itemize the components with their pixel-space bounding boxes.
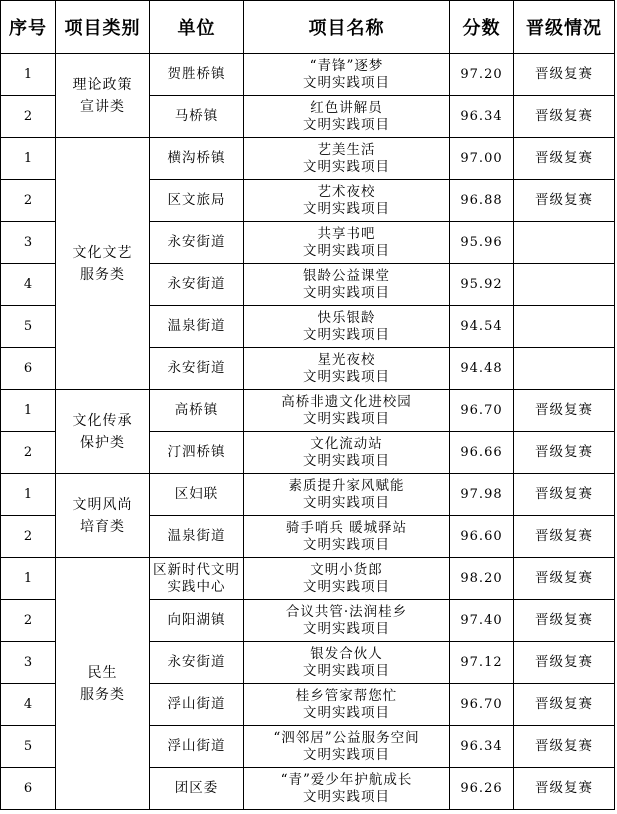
row-unit: 高桥镇 — [150, 390, 244, 432]
category-cell — [56, 390, 150, 474]
project-name-line: 文明实践项目 — [303, 200, 390, 217]
project-name-line: 星光夜校 — [317, 351, 376, 368]
row-status — [514, 348, 615, 390]
row-status: 晋级复赛 — [514, 558, 615, 600]
row-seq: 2 — [1, 96, 56, 138]
header-project-name: 项目名称 — [244, 1, 450, 54]
row-status — [514, 264, 615, 306]
row-status: 晋级复赛 — [514, 600, 615, 642]
row-score: 96.34 — [450, 726, 514, 768]
project-name-line: 文明实践项目 — [303, 494, 390, 511]
row-project-name — [244, 222, 450, 264]
project-name-line: 红色讲解员 — [310, 99, 383, 116]
row-project-name — [244, 432, 450, 474]
row-status: 晋级复赛 — [514, 516, 615, 558]
project-name-line: 桂乡管家帮您忙 — [295, 687, 398, 704]
row-seq: 2 — [1, 516, 56, 558]
row-status: 晋级复赛 — [514, 474, 615, 516]
row-seq: 4 — [1, 684, 56, 726]
table-row — [1, 474, 615, 516]
project-name-line: 文化流动站 — [310, 435, 383, 452]
row-project-name — [244, 390, 450, 432]
row-score: 96.88 — [450, 180, 514, 222]
project-name-line: “青”爱少年护航成长 — [280, 771, 413, 788]
row-seq: 1 — [1, 138, 56, 180]
row-score: 96.70 — [450, 684, 514, 726]
row-seq: 1 — [1, 474, 56, 516]
row-score: 97.40 — [450, 600, 514, 642]
row-project-name — [244, 558, 450, 600]
row-status: 晋级复赛 — [514, 432, 615, 474]
row-unit: 浮山街道 — [150, 726, 244, 768]
table-row — [1, 558, 615, 600]
row-unit: 永安街道 — [150, 264, 244, 306]
project-name-line: 高桥非遗文化进校园 — [281, 393, 412, 410]
project-name-line: 文明实践项目 — [303, 788, 390, 805]
row-project-name — [244, 96, 450, 138]
row-project-name — [244, 516, 450, 558]
row-unit: 向阳湖镇 — [150, 600, 244, 642]
row-seq: 3 — [1, 642, 56, 684]
row-status: 晋级复赛 — [514, 138, 615, 180]
row-status: 晋级复赛 — [514, 726, 615, 768]
row-score: 97.00 — [450, 138, 514, 180]
project-name-line: 文明实践项目 — [303, 662, 390, 679]
project-name-line: 文明实践项目 — [303, 242, 390, 259]
category-line: 民生 — [87, 664, 118, 681]
row-score: 96.26 — [450, 768, 514, 810]
row-score: 96.70 — [450, 390, 514, 432]
row-score: 98.20 — [450, 558, 514, 600]
row-score: 94.54 — [450, 306, 514, 348]
category-line: 文化文艺 — [72, 244, 133, 261]
row-status — [514, 306, 615, 348]
row-unit: 横沟桥镇 — [150, 138, 244, 180]
project-name-line: 文明实践项目 — [303, 158, 390, 175]
row-unit: 区文旅局 — [150, 180, 244, 222]
row-unit: 区妇联 — [150, 474, 244, 516]
row-seq: 5 — [1, 306, 56, 348]
row-unit: 马桥镇 — [150, 96, 244, 138]
row-score: 97.12 — [450, 642, 514, 684]
category-cell — [56, 54, 150, 138]
project-name-line: 文明实践项目 — [303, 578, 390, 595]
row-status: 晋级复赛 — [514, 390, 615, 432]
row-project-name — [244, 138, 450, 180]
project-name-line: 文明实践项目 — [303, 368, 390, 385]
category-line: 服务类 — [80, 266, 125, 283]
row-status: 晋级复赛 — [514, 684, 615, 726]
row-project-name — [244, 768, 450, 810]
category-line: 服务类 — [80, 686, 125, 703]
row-score: 94.48 — [450, 348, 514, 390]
row-seq: 3 — [1, 222, 56, 264]
row-score: 96.60 — [450, 516, 514, 558]
row-project-name — [244, 600, 450, 642]
project-name-line: 文明小货郎 — [310, 561, 383, 578]
project-name-line: 文明实践项目 — [303, 410, 390, 427]
category-line: 宣讲类 — [80, 98, 125, 115]
row-project-name — [244, 180, 450, 222]
row-score: 95.96 — [450, 222, 514, 264]
row-seq: 1 — [1, 54, 56, 96]
row-seq: 1 — [1, 558, 56, 600]
row-score: 95.92 — [450, 264, 514, 306]
row-unit: 温泉街道 — [150, 516, 244, 558]
row-score: 96.34 — [450, 96, 514, 138]
project-name-line: 文明实践项目 — [303, 452, 390, 469]
project-name-line: 文明实践项目 — [303, 746, 390, 763]
project-name-line: 骑手哨兵 暖城驿站 — [285, 519, 408, 536]
table-row — [1, 54, 615, 96]
row-status — [514, 222, 615, 264]
project-name-line: 素质提升家风赋能 — [288, 477, 405, 494]
row-seq: 6 — [1, 348, 56, 390]
row-seq: 6 — [1, 768, 56, 810]
row-project-name — [244, 474, 450, 516]
row-seq: 2 — [1, 432, 56, 474]
row-unit: 团区委 — [150, 768, 244, 810]
row-project-name — [244, 348, 450, 390]
row-seq: 4 — [1, 264, 56, 306]
project-name-line: 文明实践项目 — [303, 74, 390, 91]
project-name-line: 艺美生活 — [317, 141, 376, 158]
category-cell — [56, 138, 150, 390]
project-name-line: 文明实践项目 — [303, 620, 390, 637]
project-name-line: 合议共管·法润桂乡 — [285, 603, 408, 620]
row-seq: 1 — [1, 390, 56, 432]
row-unit: 汀泗桥镇 — [150, 432, 244, 474]
row-status: 晋级复赛 — [514, 642, 615, 684]
project-name-line: 文明实践项目 — [303, 326, 390, 343]
project-name-line: 共享书吧 — [317, 225, 376, 242]
row-unit: 温泉街道 — [150, 306, 244, 348]
row-unit: 永安街道 — [150, 348, 244, 390]
table-row — [1, 138, 615, 180]
row-score: 97.98 — [450, 474, 514, 516]
table-body — [1, 54, 615, 810]
category-line: 培育类 — [80, 518, 125, 535]
row-project-name — [244, 54, 450, 96]
row-project-name — [244, 642, 450, 684]
project-name-line: 文明实践项目 — [303, 536, 390, 553]
row-score: 96.66 — [450, 432, 514, 474]
row-unit: 贺胜桥镇 — [150, 54, 244, 96]
header-row — [1, 1, 615, 54]
project-name-line: “泗邻居”公益服务空间 — [273, 729, 420, 746]
row-project-name — [244, 306, 450, 348]
header-status: 晋级情况 — [514, 1, 615, 54]
row-score: 97.20 — [450, 54, 514, 96]
row-unit: 永安街道 — [150, 642, 244, 684]
row-status: 晋级复赛 — [514, 768, 615, 810]
project-name-line: 银发合伙人 — [310, 645, 383, 662]
row-seq: 2 — [1, 180, 56, 222]
project-name-line: 快乐银龄 — [317, 309, 376, 326]
row-status: 晋级复赛 — [514, 54, 615, 96]
project-name-line: 艺术夜校 — [317, 183, 376, 200]
row-unit: 浮山街道 — [150, 684, 244, 726]
category-line: 理论政策 — [72, 76, 133, 93]
row-project-name — [244, 264, 450, 306]
row-status: 晋级复赛 — [514, 180, 615, 222]
project-name-line: 银龄公益课堂 — [303, 267, 390, 284]
category-line: 保护类 — [80, 434, 125, 451]
project-name-line: “青锋”逐梦 — [309, 57, 384, 74]
category-line: 文化传承 — [72, 412, 133, 429]
header-score: 分数 — [450, 1, 514, 54]
category-cell — [56, 474, 150, 558]
row-project-name — [244, 726, 450, 768]
row-project-name — [244, 684, 450, 726]
row-unit: 区新时代文明实践中心 — [150, 558, 244, 600]
table-row — [1, 390, 615, 432]
category-line: 文明风尚 — [72, 496, 133, 513]
row-status: 晋级复赛 — [514, 96, 615, 138]
header-seq: 序号 — [1, 1, 56, 54]
header-unit: 单位 — [150, 1, 244, 54]
header-category: 项目类别 — [56, 1, 150, 54]
row-seq: 2 — [1, 600, 56, 642]
category-cell — [56, 558, 150, 810]
project-name-line: 文明实践项目 — [303, 284, 390, 301]
project-name-line: 文明实践项目 — [303, 704, 390, 721]
project-name-line: 文明实践项目 — [303, 116, 390, 133]
row-seq: 5 — [1, 726, 56, 768]
row-unit: 永安街道 — [150, 222, 244, 264]
